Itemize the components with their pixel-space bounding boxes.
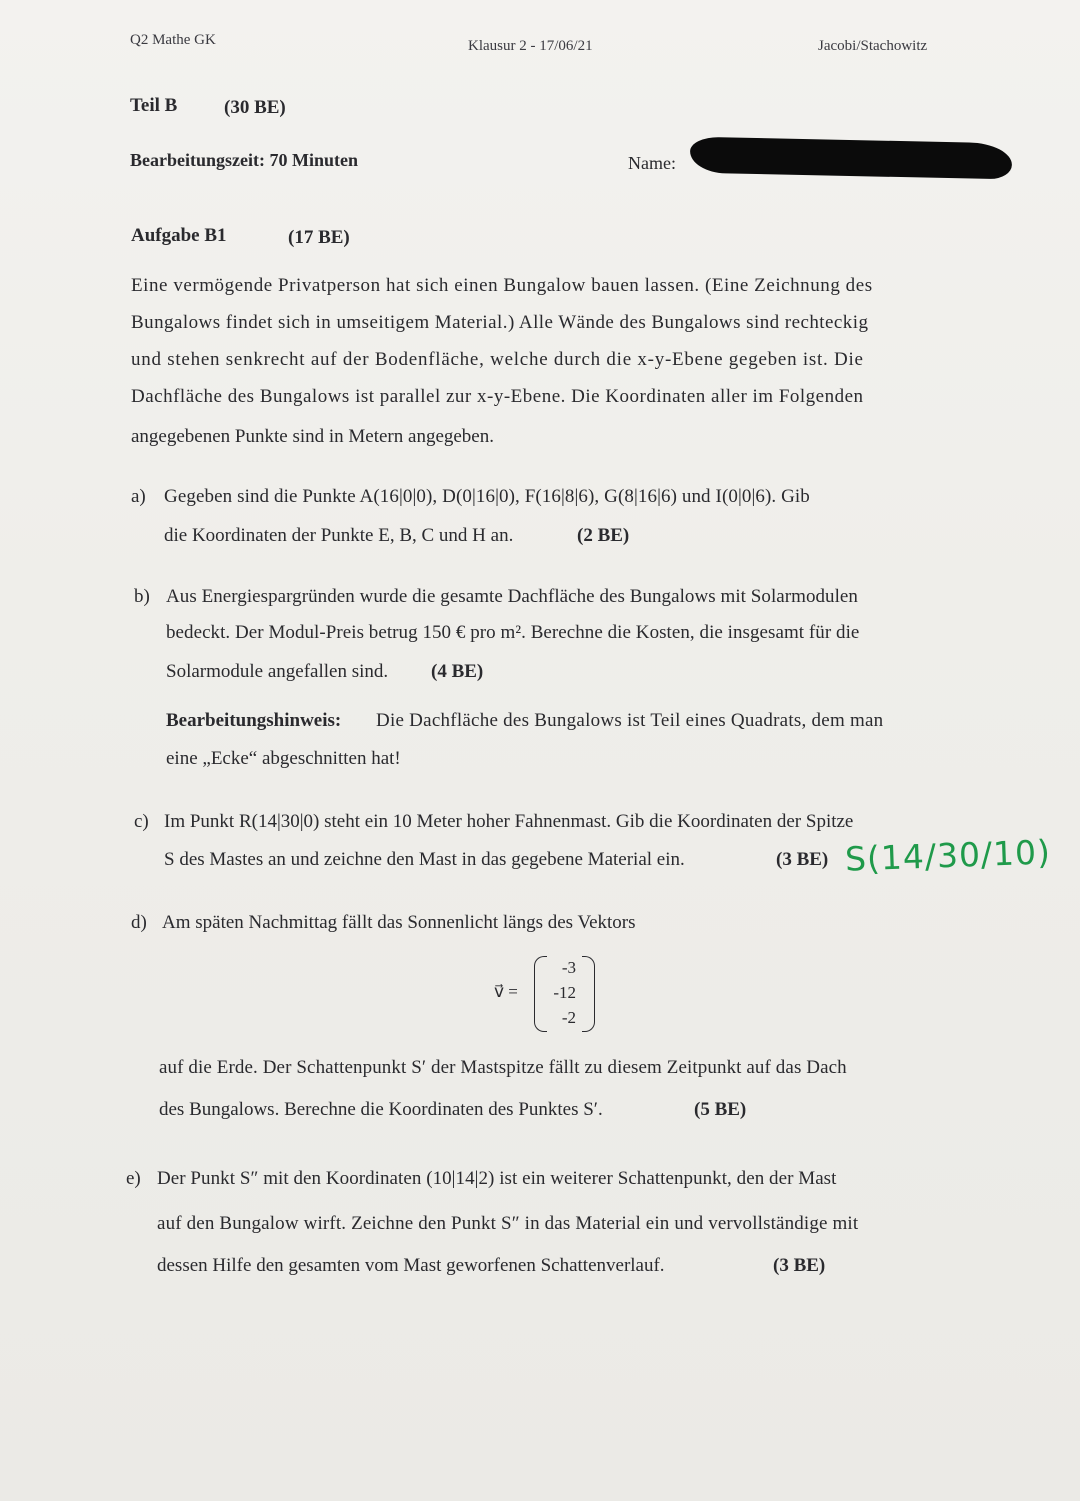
subtask-d-line: des Bungalows. Berechne die Koordinaten des Punktes S′. <box>159 1099 603 1120</box>
subtask-b-hint-line: Die Dachfläche des Bungalows ist Teil eines Quadrats, dem man <box>376 710 884 731</box>
vector-component: -3 <box>561 958 576 977</box>
course-label: Q2 Mathe GK <box>130 32 216 48</box>
exam-label: Klausur 2 - 17/06/21 <box>468 38 593 54</box>
subtask-d-line: Am späten Nachmittag fällt das Sonnenlicht längs des Vektors <box>162 912 636 933</box>
vector-right-bracket <box>582 956 595 1032</box>
subtask-b-line: Solarmodule angefallen sind. <box>166 661 389 682</box>
subtask-e-line: dessen Hilfe den gesamten vom Mast geworfenen Schattenverlauf. <box>157 1255 665 1276</box>
vector-component: -2 <box>561 1008 576 1027</box>
subtask-a-line: die Koordinaten der Punkte E, B, C und H an. <box>164 525 514 546</box>
name-label: Name: <box>628 153 676 173</box>
subtask-b-line: Aus Energiespargründen wurde die gesamte Dachfläche des Bungalows mit Solarmodulen <box>166 586 858 607</box>
subtask-c-line: S des Mastes an und zeichne den Mast in das gegebene Material ein. <box>164 849 685 870</box>
intro-line: angegebenen Punkte sind in Metern angegeben. <box>131 426 494 447</box>
subtask-d-label: d) <box>131 912 147 933</box>
subtask-a-label: a) <box>131 486 146 507</box>
task-title: Aufgabe B1 <box>131 225 227 246</box>
intro-line: Eine vermögende Privatperson hat sich einen Bungalow bauen lassen. (Eine Zeichnung des <box>131 275 873 296</box>
intro-line: und stehen senkrecht auf der Bodenfläche, welche durch die x-y-Ebene gegeben ist. Die <box>131 349 864 370</box>
intro-line: Dachfläche des Bungalows ist parallel zur x-y-Ebene. Die Koordinaten aller im Folgenden <box>131 386 864 407</box>
intro-line: Bungalows findet sich in umseitigem Material.) Alle Wände des Bungalows sind rechteckig <box>131 312 869 333</box>
task-points: (17 BE) <box>288 227 350 248</box>
subtask-e-line: auf den Bungalow wirft. Zeichne den Punkt S″ in das Material ein und vervollständige mit <box>157 1213 859 1234</box>
subtask-c-line: Im Punkt R(14|30|0) steht ein 10 Meter hoher Fahnenmast. Gib die Koordinaten der Spitze <box>164 811 854 832</box>
subtask-b-points: (4 BE) <box>431 661 484 682</box>
subtask-a-points: (2 BE) <box>577 525 630 546</box>
subtask-b-label: b) <box>134 586 150 607</box>
part-title: Teil B <box>130 95 178 116</box>
subtask-b-hint-label: Bearbeitungshinweis: <box>166 710 342 731</box>
sunlight-vector <box>494 956 604 1032</box>
subtask-e-points: (3 BE) <box>773 1255 826 1276</box>
vector-label: v⃗ = <box>494 982 518 1001</box>
subtask-e-label: e) <box>126 1168 141 1189</box>
teachers-label: Jacobi/Stachowitz <box>818 38 928 54</box>
subtask-c-points: (3 BE) <box>776 849 829 870</box>
working-time: Bearbeitungszeit: 70 Minuten <box>130 150 358 170</box>
redacted-name <box>690 137 1013 180</box>
part-points: (30 BE) <box>224 97 286 118</box>
subtask-a-line: Gegeben sind die Punkte A(16|0|0), D(0|16|0), F(16|8|6), G(8|16|6) und I(0|0|6). Gib <box>164 486 810 507</box>
subtask-d-points: (5 BE) <box>694 1099 747 1120</box>
subtask-d-line: auf die Erde. Der Schattenpunkt S′ der Mastspitze fällt zu diesem Zeitpunkt auf das Dach <box>159 1057 847 1078</box>
subtask-e-line: Der Punkt S″ mit den Koordinaten (10|14|2) ist ein weiterer Schattenpunkt, den der Mast <box>157 1168 837 1189</box>
subtask-b-hint-line: eine „Ecke“ abgeschnitten hat! <box>166 748 401 769</box>
subtask-b-line: bedeckt. Der Modul-Preis betrug 150 € pro m². Berechne die Kosten, die insgesamt für die <box>166 622 860 643</box>
subtask-c-label: c) <box>134 811 149 832</box>
handwritten-answer: S(14/30/10) <box>844 832 1052 879</box>
vector-component: -12 <box>553 983 576 1002</box>
